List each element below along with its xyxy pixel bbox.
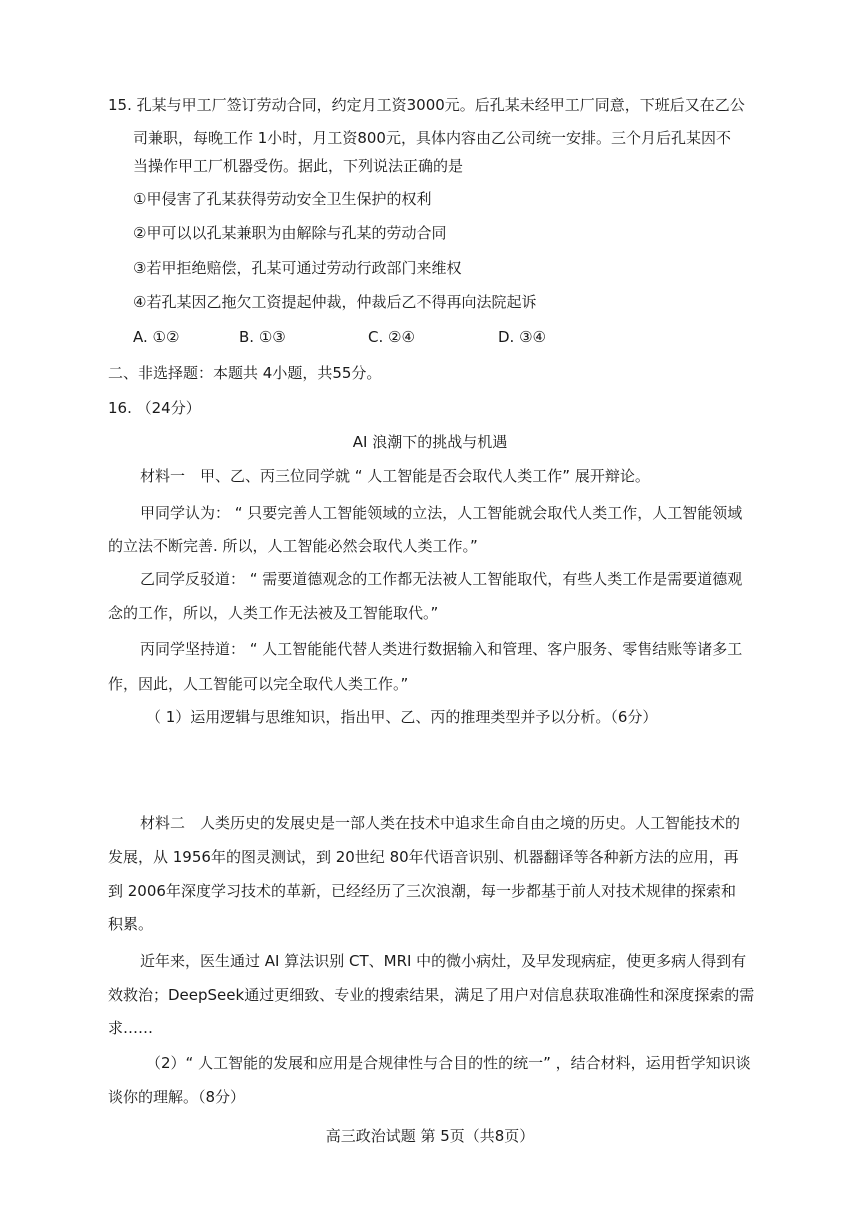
q15-statement-3: ③若甲拒绝赔偿，孔某可通过劳动行政部门来维权: [133, 259, 462, 277]
q15-stem-line1: 15. 孔某与甲工厂签订劳动合同，约定月工资3000元。后孔某未经甲工厂同意，下班后又在乙公: [108, 96, 745, 114]
section-heading: 二、非选择题：本题共 4小题，共55分。: [108, 364, 382, 382]
choice-b: B. ①③: [239, 328, 286, 346]
choice-a: A. ①②: [133, 328, 180, 346]
bing-line-2: 作，因此，人工智能可以完全取代人类工作。”: [108, 675, 409, 693]
q15-statement-2: ②甲可以以孔某兼职为由解除与孔某的劳动合同: [133, 224, 447, 242]
material-2b-line-3: 求……: [108, 1019, 154, 1037]
material-2-line-2: 发展，从 1956年的图灵测试，到 20世纪 80年代语音识别、机器翻译等各种新方法的应用，再: [108, 848, 739, 866]
q16-header: 16. （24分）: [108, 399, 201, 417]
material-2-line-3: 到 2006年深度学习技术的革新，已经经历了三次浪潮，每一步都基于前人对技术规律的探索和: [108, 882, 736, 900]
q15-statement-4: ④若孔某因乙拖欠工资提起仲裁，仲裁后乙不得再向法院起诉: [133, 293, 537, 311]
q16-subquestion-1: （ 1）运用逻辑与思维知识，指出甲、乙、丙的推理类型并予以分析。（6分）: [146, 708, 658, 726]
q16-title: AI 浪潮下的挑战与机遇: [352, 433, 508, 451]
q16-subquestion-2-line-1: （2）“ 人工智能的发展和应用是合规律性与合目的性的统一” ，结合材料，运用哲学知识谈: [146, 1054, 751, 1072]
bing-line-1: 丙同学坚持道： “ 人工智能能代替人类进行数据输入和管理、客户服务、零售结账等诸多工: [140, 640, 743, 658]
choice-c: C. ②④: [368, 328, 415, 346]
material-2-line-4: 积累。: [108, 915, 154, 933]
material-2b-line-1: 近年来，医生通过 AI 算法识别 CT、MRI 中的微小病灶，及早发现病症，使更多病人得到有: [140, 952, 747, 970]
q15-statement-1: ①甲侵害了孔某获得劳动安全卫生保护的权利: [133, 190, 432, 208]
yi-line-2: 念的工作，所以，人类工作无法被及工智能取代。”: [108, 604, 439, 622]
yi-line-1: 乙同学反驳道： “ 需要道德观念的工作都无法被人工智能取代，有些人类工作是需要道德观: [140, 570, 743, 588]
material-2-line-1: 材料二 人类历史的发展史是一部人类在技术中追求生命自由之境的历史。人工智能技术的: [140, 814, 741, 832]
page-footer: 高三政治试题 第 5页（共8页）: [325, 1127, 535, 1145]
q15-stem-line3: 当操作甲工厂机器受伤。据此，下列说法正确的是: [133, 157, 464, 175]
jia-line-1: 甲同学认为： “ 只要完善人工智能领域的立法，人工智能就会取代人类工作，人工智能领域: [140, 504, 743, 522]
material-2b-line-2: 效救治；DeepSeek通过更细致、专业的搜索结果，满足了用户对信息获取准确性和深度探索的需: [108, 986, 755, 1004]
q15-choices: [133, 326, 633, 348]
q16-subquestion-2-line-2: 谈你的理解。（8分）: [108, 1088, 246, 1106]
choice-d: D. ③④: [498, 328, 546, 346]
q15-stem-line2: 司兼职，每晚工作 1小时，月工资800元，具体内容由乙公司统一安排。三个月后孔某因不: [133, 129, 731, 147]
jia-line-2: 的立法不断完善. 所以，人工智能必然会取代人类工作。”: [108, 537, 478, 555]
material-1-intro: 材料一 甲、乙、丙三位同学就 “ 人工智能是否会取代人类工作” 展开辩论。: [140, 467, 650, 485]
